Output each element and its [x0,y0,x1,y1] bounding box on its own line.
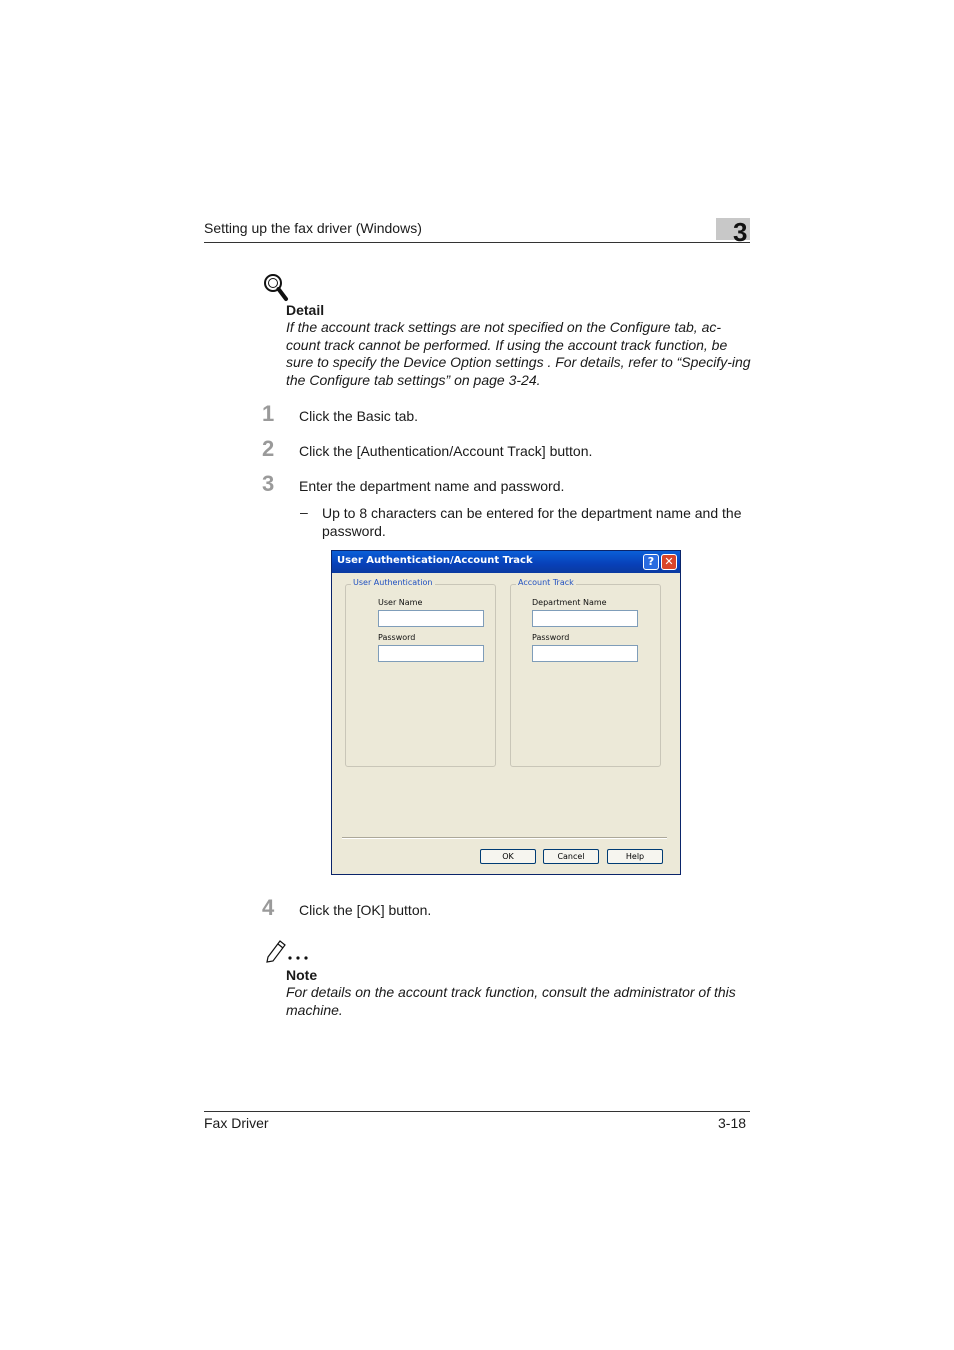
user-name-label: User Name [378,598,423,607]
step-text-4: Click the [OK] button. [299,902,432,918]
department-name-label: Department Name [532,598,607,607]
account-track-group [510,578,661,767]
step-number-4: 4 [262,895,275,920]
cancel-button[interactable]: Cancel [543,849,599,864]
account-track-legend: Account Track [518,578,574,587]
account-password-input[interactable] [532,645,638,662]
user-password-label: Password [378,633,416,642]
ok-button[interactable]: OK [480,849,536,864]
running-header: Setting up the fax driver (Windows) [204,220,422,236]
footer-rule [204,1111,750,1112]
user-name-input[interactable] [378,610,484,627]
account-password-label: Password [532,633,570,642]
auth-dialog [331,550,681,875]
help-icon[interactable]: ? [643,554,659,570]
note-heading: Note [286,967,318,983]
step-text-2: Click the [Authentication/Account Track] button. [299,443,593,459]
page-number: 3-18 [718,1115,747,1131]
note-paragraph: For details on the account track function, consult the administrator of this machine. [286,984,736,1018]
step-text-3: Enter the department name and password. [299,478,565,494]
magnifier-icon [262,272,290,302]
detail-paragraph: If the account track settings are not specified on the Configure tab, ac-count track cannot be performed. If using the account track function, be sure to specify the Device Option settings . For details, refer to “Specify-ing the Configure tab settings” on page 3-24. [286,319,751,388]
department-name-input[interactable] [532,610,638,627]
pencil-note-icon [264,937,312,963]
step-text-1: Click the Basic tab. [299,408,419,424]
dialog-title: User Authentication/Account Track [337,555,533,566]
step-number-2: 2 [262,436,275,461]
detail-heading: Detail [286,302,325,318]
step-number-1: 1 [262,401,275,426]
header-rule [204,242,750,243]
help-button[interactable]: Help [607,849,663,864]
dialog-separator [342,837,667,839]
footer-title: Fax Driver [204,1115,269,1131]
user-auth-group [345,578,496,767]
close-icon[interactable]: ✕ [661,554,677,570]
chapter-number: 3 [733,217,748,247]
bullet-dash: – [300,504,308,520]
step-number-3: 3 [262,471,275,496]
user-password-input[interactable] [378,645,484,662]
dialog-titlebar [332,551,680,573]
user-auth-legend: User Authentication [353,578,433,587]
bullet-text: Up to 8 characters can be entered for the department name and the password. [322,505,742,539]
